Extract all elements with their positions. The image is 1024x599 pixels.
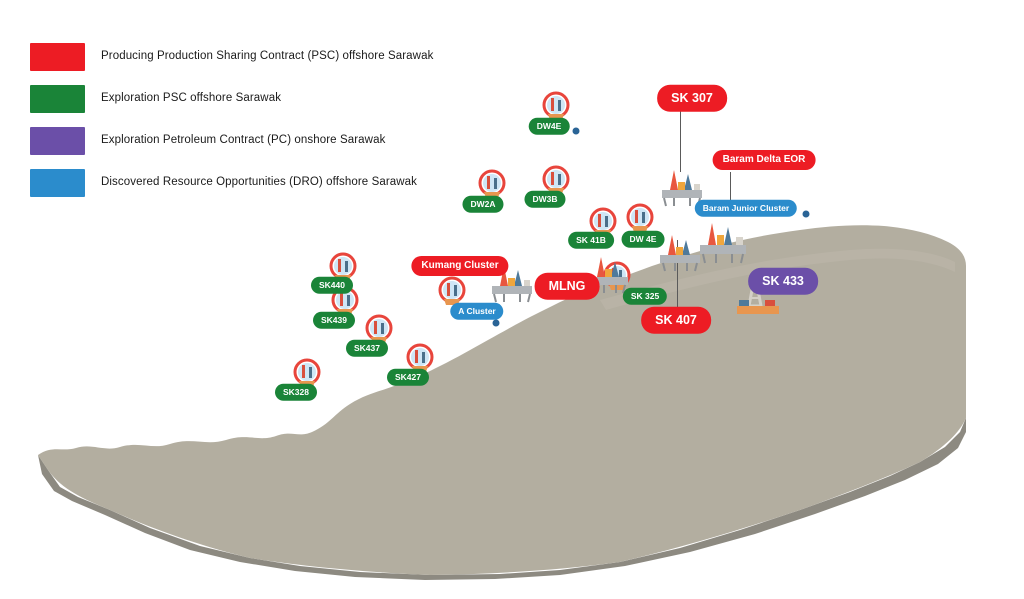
legend-label-exploration-pc: Exploration Petroleum Contract (PC) onshore Sarawak: [101, 134, 386, 147]
legend-swatch-dro: [30, 169, 85, 197]
map-label-sk437[interactable]: SK437: [346, 340, 388, 357]
map-label-sk407[interactable]: SK 407: [641, 307, 711, 334]
map-label-sk41b[interactable]: SK 41B: [568, 232, 614, 249]
dro-marker-dot: [572, 127, 581, 136]
map-label-a-cluster[interactable]: A Cluster: [450, 303, 503, 320]
dro-marker-dot: [802, 210, 811, 219]
legend: [30, 42, 460, 210]
map-label-sk307[interactable]: SK 307: [657, 85, 727, 112]
map-label-dw4e[interactable]: DW4E: [529, 118, 570, 135]
map-label-sk439[interactable]: SK439: [313, 312, 355, 329]
map-label-dw3b[interactable]: DW3B: [524, 191, 565, 208]
legend-label-dro: Discovered Resource Opportunities (DRO) offshore Sarawak: [101, 176, 418, 189]
map-label-mlng[interactable]: MLNG: [535, 273, 600, 300]
map-label-sk433[interactable]: SK 433: [748, 268, 818, 295]
map-label-dw4e-2[interactable]: DW 4E: [622, 231, 665, 248]
map-label-sk440[interactable]: SK440: [311, 277, 353, 294]
map-label-sk328[interactable]: SK328: [275, 384, 317, 401]
map-label-sk427[interactable]: SK427: [387, 369, 429, 386]
legend-label-producing-psc: Producing Production Sharing Contract (PSC) offshore Sarawak: [101, 50, 434, 63]
map-label-baram-junior[interactable]: Baram Junior Cluster: [695, 200, 797, 217]
map-label-kumang[interactable]: Kumang Cluster: [411, 256, 508, 276]
legend-swatch-producing-psc: [30, 43, 85, 71]
legend-item-dro: [30, 168, 460, 198]
legend-item-exploration-psc: [30, 84, 460, 114]
dro-marker-dot: [492, 319, 501, 328]
legend-item-exploration-pc: [30, 126, 460, 156]
legend-swatch-exploration-psc: [30, 85, 85, 113]
legend-swatch-exploration-pc: [30, 127, 85, 155]
map-label-dw2a[interactable]: DW2A: [462, 196, 503, 213]
map-label-sk325[interactable]: SK 325: [623, 288, 667, 305]
legend-item-producing-psc: [30, 42, 460, 72]
legend-label-exploration-psc: Exploration PSC offshore Sarawak: [101, 92, 282, 105]
map-label-baram-delta[interactable]: Baram Delta EOR: [713, 150, 816, 170]
leader-line: [730, 172, 731, 202]
